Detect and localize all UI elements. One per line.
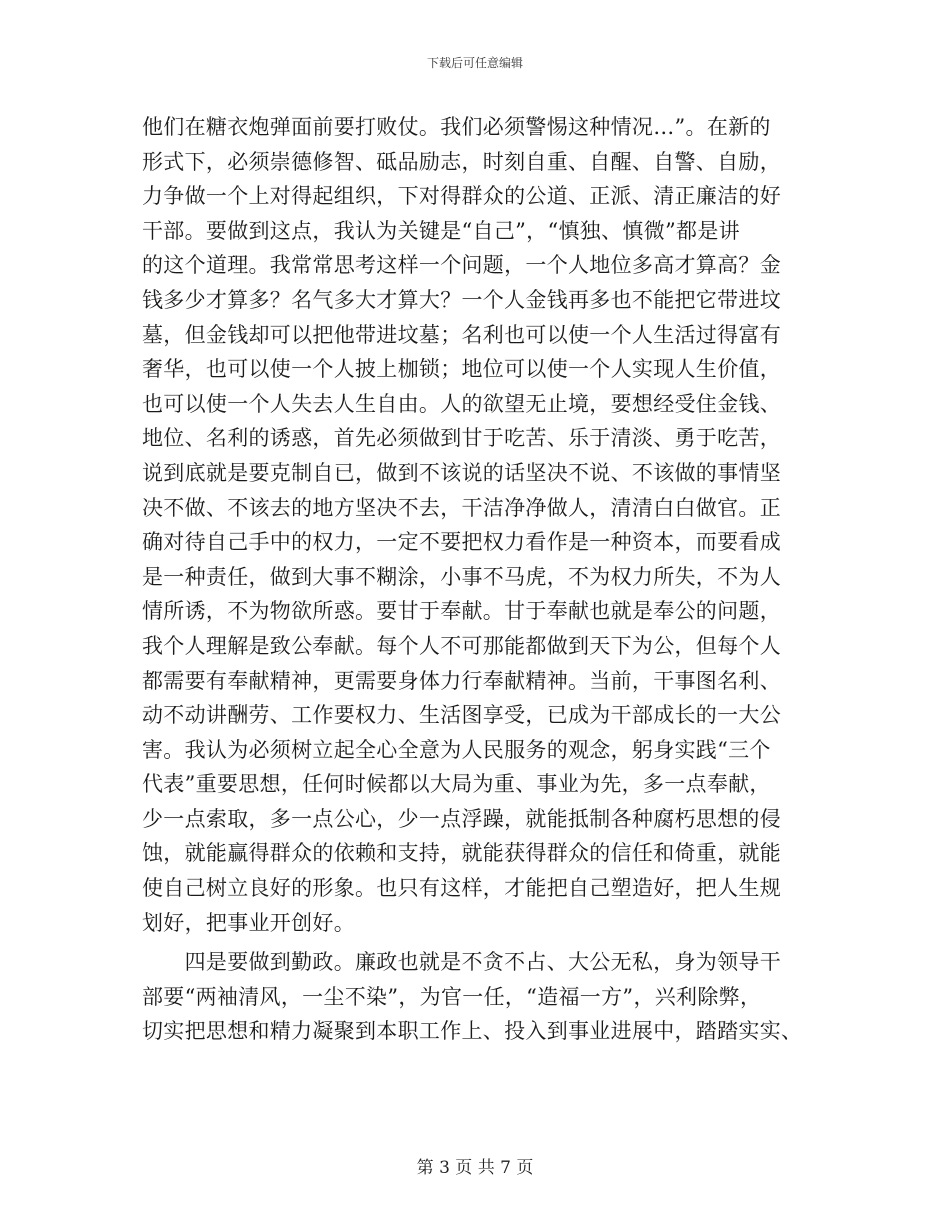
text-line: 决不做、不该去的地方坚决不去，干洁净净做人，清清白白做官。正 (142, 495, 781, 520)
text-line: 钱多少才算多？名气多大才算大？一个人金钱再多也不能把它带进坟 (142, 287, 781, 312)
text-line: 代表”重要思想，任何时候都以大局为重、事业为先，多一点奉献， (142, 772, 771, 797)
text-line: 的这个道理。我常常思考这样一个问题，一个人地位多高才算高？金 (142, 253, 781, 278)
text-line: 都需要有奉献精神，更需要身体力行奉献精神。当前，干事图名利、 (142, 668, 781, 693)
text-line: 力争做一个上对得起组织，下对得群众的公道、正派、清正廉洁的好 (142, 184, 781, 209)
text-line: 动不动讲酬劳、工作要权力、生活图享受，已成为干部成长的一大公 (142, 703, 781, 728)
text-line: 地位、名利的诱惑，首先必须做到甘于吃苦、乐于清淡、勇于吃苦， (142, 426, 781, 451)
paragraph-start-line: 四是要做到勤政。廉政也就是不贪不占、大公无私，身为领导干 (142, 950, 781, 975)
text-line: 划好，把事业开创好。 (142, 910, 355, 935)
text-line: 他们在糖衣炮弹面前要打败仗。我们必须警惕这种情况…”。在新的 (142, 115, 771, 139)
text-line: 切实把思想和精力凝聚到本职工作上、投入到事业进展中，踏踏实实、 (142, 1019, 803, 1044)
text-line: 也可以使一个人失去人生自由。人的欲望无止境，要想经受住金钱、 (142, 391, 781, 416)
text-line: 蚀，就能赢得群众的依赖和支持，就能获得群众的信任和倚重，就能 (142, 841, 781, 866)
page-header: 下载后可任意编辑 (426, 56, 523, 70)
text-line: 奢华，也可以使一个人披上枷锁；地位可以使一个人实现人生价值， (142, 357, 781, 382)
text-line: 部要“两袖清风，一尘不染”，为官一任，“造福一方”，兴利除弊， (142, 984, 762, 1009)
text-line: 害。我认为必须树立起全心全意为人民服务的观念，躬身实践“三个 (142, 737, 771, 762)
text-line: 形式下，必须崇德修智、砥品励志，时刻自重、自醒、自警、自励， (142, 149, 781, 174)
document-body (142, 110, 822, 1049)
text-line: 说到底就是要克制自已，做到不该说的话坚决不说、不该做的事情坚 (142, 460, 781, 485)
text-line: 墓，但金钱却可以把他带进坟墓；名利也可以使一个人生活过得富有 (142, 322, 781, 347)
text-line: 是一种责任，做到大事不糊涂，小事不马虎，不为权力所失，不为人 (142, 564, 781, 589)
text-line: 使自己树立良好的形象。也只有这样，才能把自己塑造好，把人生规 (142, 876, 781, 901)
text-line: 确对待自己手中的权力，一定不要把权力看作是一种资本，而要看成 (142, 530, 781, 555)
text-line: 我个人理解是致公奉献。每个人不可那能都做到天下为公，但每个人 (142, 633, 781, 658)
text-line: 干部。要做到这点，我认为关键是“自己”，“慎独、慎微”都是讲 (142, 218, 740, 243)
text-line: 情所诱，不为物欲所惑。要甘于奉献。甘于奉献也就是奉公的问题， (142, 599, 781, 624)
text-line: 少一点索取，多一点公心，少一点浮躁，就能抵制各种腐朽思想的侵 (142, 806, 781, 831)
page-number-footer: 第 3 页 共 7 页 (416, 1158, 534, 1178)
